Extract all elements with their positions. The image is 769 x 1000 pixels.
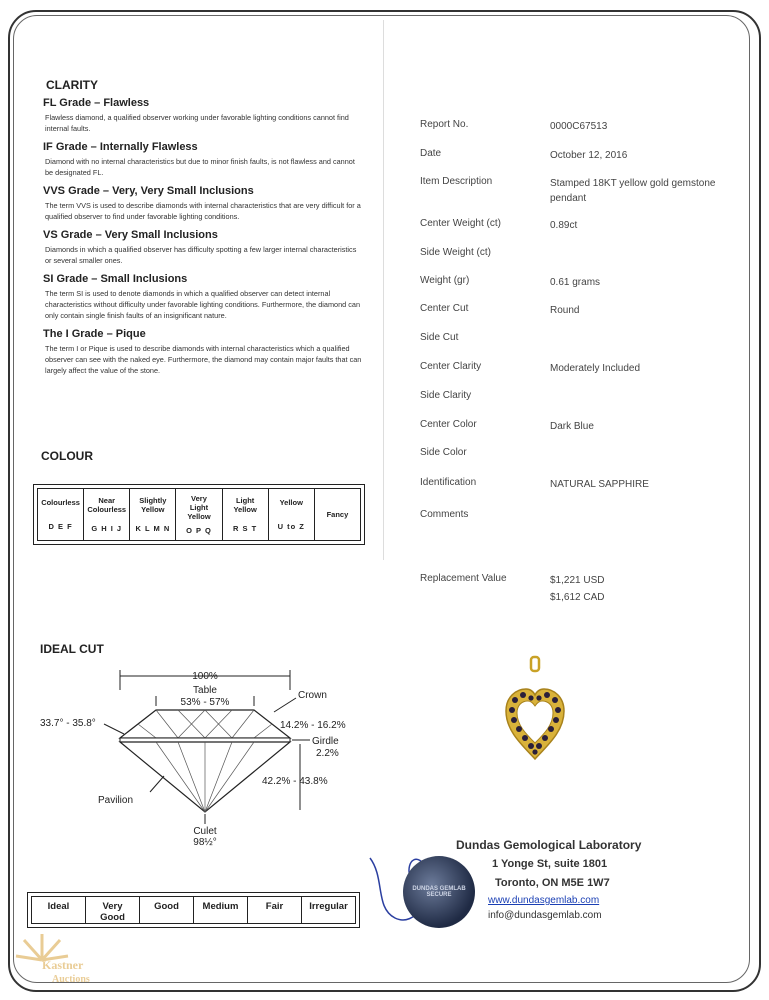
replacement-cad: $1,612 CAD xyxy=(550,592,605,603)
ideal-cut-title: IDEAL CUT xyxy=(40,642,104,656)
column-divider xyxy=(383,20,384,560)
colour-cell xyxy=(84,489,130,540)
clarity-list xyxy=(43,96,363,382)
colour-name: Near Colourless xyxy=(87,496,127,514)
clarity-grade-si xyxy=(43,272,363,321)
watermark-line2: Auctions xyxy=(52,974,90,985)
field-label: Side Weight (ct) xyxy=(420,247,491,258)
field-label: Side Cut xyxy=(420,332,459,343)
clarity-grade-vs xyxy=(43,228,363,266)
crown-height-label: 14.2% - 16.2% xyxy=(280,720,346,731)
field-value: 0.89ct xyxy=(550,220,578,231)
clarity-heading: IF Grade – Internally Flawless xyxy=(43,141,198,153)
lab-name: Dundas Gemological Laboratory xyxy=(456,838,642,852)
diamond-crown xyxy=(120,710,290,738)
colour-name: Yellow xyxy=(279,498,303,508)
diamond-diagram xyxy=(28,660,368,860)
kastner-auctions-watermark-logo xyxy=(12,930,122,992)
clarity-heading: The I Grade – Pique xyxy=(43,328,146,340)
colour-cell xyxy=(176,489,222,540)
clarity-description: Diamonds in which a qualified observer has difficulty spotting a few larger internal characteristics or several smaller ones. xyxy=(45,245,357,265)
colour-code: G H I J xyxy=(91,524,123,533)
colour-code: D E F xyxy=(48,521,73,531)
field-label: Replacement Value xyxy=(420,573,507,584)
colour-code: O P Q xyxy=(186,526,212,536)
width-label: 100% xyxy=(192,671,218,682)
field-value: Stamped 18KT yellow gold gemstone pendant xyxy=(550,178,716,204)
pavilion-depth-label: 42.2% - 43.8% xyxy=(262,776,328,787)
girdle-value: 2.2% xyxy=(316,748,339,759)
clarity-grade-vvs xyxy=(43,184,363,222)
clarity-grade-if xyxy=(43,140,363,178)
cut-grade-cell: Fair xyxy=(248,897,302,923)
watermark-line1: Kastner xyxy=(42,958,84,972)
cut-grade-cell: Medium xyxy=(194,897,248,923)
clarity-description: The term I or Pique is used to describe diamonds with internal characteristics which a qualified observer can see with the naked eye. Furthermore, the diamond may contain major faults that can largely affect the value of the stone. xyxy=(45,344,362,375)
colour-scale-table xyxy=(33,484,365,545)
colour-name: Slightly Yellow xyxy=(139,496,167,514)
field-value: 0000C67513 xyxy=(550,121,608,132)
clarity-grade-fl xyxy=(43,96,363,134)
lab-info xyxy=(456,838,706,921)
lab-website-link[interactable]: www.dundasgemlab.com xyxy=(488,895,600,906)
lab-address-line1: 1 Yonge St, suite 1801 xyxy=(492,858,608,870)
pavilion-label: Pavilion xyxy=(98,795,134,806)
field-label: Item Description xyxy=(420,176,493,187)
field-label: Side Color xyxy=(420,447,467,458)
field-value: 0.61 grams xyxy=(550,277,601,288)
clarity-description: The term VVS is used to describe diamonds with internal characteristics that are very difficult for a qualified observer to find under favorable lighting conditions. xyxy=(45,201,361,221)
clarity-heading: VVS Grade – Very, Very Small Inclusions xyxy=(43,185,254,197)
clarity-heading: FL Grade – Flawless xyxy=(43,97,150,109)
field-label: Comments xyxy=(420,509,469,520)
field-value: October 12, 2016 xyxy=(550,150,628,161)
field-label: Identification xyxy=(420,477,477,488)
clarity-title: CLARITY xyxy=(46,78,98,92)
colour-name: Fancy xyxy=(326,510,349,519)
field-label: Center Cut xyxy=(420,303,469,314)
colour-code: R S T xyxy=(233,524,258,533)
clarity-description: The term SI is used to denote diamonds in which a qualified observer can detect internal characteristics without difficulty under favorable lighting conditions. Furthermore, the diamond can only contain single finish faults of an insignificant nature. xyxy=(45,289,361,320)
colour-cell xyxy=(38,489,84,540)
cut-grade-cell: Very Good xyxy=(86,897,140,923)
security-seal-logo xyxy=(403,856,475,928)
clarity-heading: SI Grade – Small Inclusions xyxy=(43,273,188,285)
colour-name: Colourless xyxy=(41,498,80,508)
heart-pendant-image xyxy=(500,655,570,765)
cut-grade-cell: Irregular xyxy=(309,901,348,912)
clarity-description: Flawless diamond, a qualified observer working under favorable lighting conditions cannot find internal faults. xyxy=(45,113,349,133)
girdle-label: Girdle xyxy=(312,736,339,747)
clarity-heading: VS Grade – Very Small Inclusions xyxy=(43,229,218,241)
colour-cell xyxy=(223,489,269,540)
field-value: NATURAL SAPPHIRE xyxy=(550,479,649,490)
field-value: Dark Blue xyxy=(550,421,594,432)
clarity-description: Diamond with no internal characteristics but due to minor finish faults, is not flawless and cannot be designated FL. xyxy=(45,157,355,177)
lab-address-line2: Toronto, ON M5E 1W7 xyxy=(495,877,610,889)
table-label: Table xyxy=(193,685,217,696)
field-value: Round xyxy=(550,305,580,316)
culet-value: 98½° xyxy=(193,837,217,848)
field-value: Moderately Included xyxy=(550,363,641,374)
colour-title: COLOUR xyxy=(41,449,93,463)
crown-label: Crown xyxy=(298,690,327,701)
cut-grade-table xyxy=(27,892,360,928)
culet-label: Culet xyxy=(193,826,217,837)
colour-code: U to Z xyxy=(277,521,305,531)
colour-cell xyxy=(315,489,360,540)
cut-grade-cell: Ideal xyxy=(32,897,86,923)
cut-grade-cell: Good xyxy=(140,897,194,923)
colour-code: K L M N xyxy=(135,524,171,533)
replacement-usd: $1,221 USD xyxy=(550,575,605,586)
field-label: Center Weight (ct) xyxy=(420,218,501,229)
field-label: Date xyxy=(420,148,442,159)
field-label: Center Clarity xyxy=(420,361,482,372)
colour-name: Light Yellow xyxy=(233,496,257,514)
field-label: Weight (gr) xyxy=(420,275,470,286)
colour-cell xyxy=(130,489,176,540)
seal-text: DUNDAS GEMLAB SECURE xyxy=(412,886,466,898)
clarity-grade-i xyxy=(43,327,363,376)
field-label: Side Clarity xyxy=(420,390,472,401)
crown-angle-label: 33.7° - 35.8° xyxy=(40,718,96,729)
lab-email: info@dundasgemlab.com xyxy=(488,910,602,921)
colour-name: Very Light Yellow xyxy=(187,493,211,521)
field-label: Report No. xyxy=(420,119,469,130)
table-range-label: 53% - 57% xyxy=(180,697,230,708)
colour-cell xyxy=(269,489,315,540)
field-label: Center Color xyxy=(420,419,477,430)
